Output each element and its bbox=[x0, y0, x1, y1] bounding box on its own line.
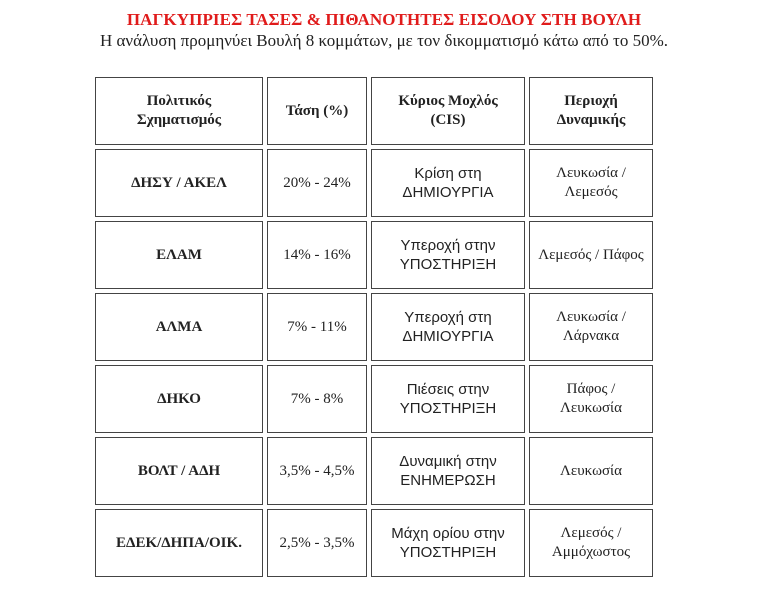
region-line2: Λάρνακα bbox=[562, 328, 620, 344]
lever-target: ΥΠΟΣΤΗΡΙΞΗ bbox=[399, 256, 497, 273]
lever-cell bbox=[371, 293, 525, 361]
region-cell bbox=[529, 149, 653, 217]
lever-cell bbox=[371, 221, 525, 289]
column-header-trend bbox=[267, 77, 367, 145]
region-line1: Πάφος / bbox=[566, 381, 616, 397]
table-row bbox=[95, 221, 653, 289]
region-line2: Λευκωσία bbox=[560, 400, 622, 416]
trend-cell: 14% - 16% bbox=[267, 221, 367, 289]
lever-label: Υπεροχή στην bbox=[400, 237, 496, 254]
lever-label: Κρίση στη bbox=[414, 165, 482, 182]
trend-cell: 7% - 11% bbox=[267, 293, 367, 361]
party-cell: ΔΗΣΥ / ΑΚΕΛ bbox=[95, 149, 263, 217]
party-cell: ΒΟΛΤ / ΑΔΗ bbox=[95, 437, 263, 505]
table-row bbox=[95, 437, 653, 505]
trend-cell: 7% - 8% bbox=[267, 365, 367, 433]
lever-label: Δυναμική στην bbox=[399, 453, 497, 470]
lever-label: Υπεροχή στη bbox=[404, 309, 492, 326]
region-cell bbox=[529, 221, 653, 289]
column-header-region-line2: Δυναμικής bbox=[556, 112, 626, 128]
region-line1: Λεμεσός / bbox=[560, 525, 622, 541]
region-line2: Αμμόχωστος bbox=[551, 544, 631, 560]
region-cell bbox=[529, 509, 653, 577]
column-header-region-line1: Περιοχή bbox=[564, 93, 618, 109]
region-cell bbox=[529, 437, 653, 505]
column-header-trend-label: Τάση (%) bbox=[285, 102, 349, 119]
lever-label: Μάχη ορίου στην bbox=[391, 525, 505, 542]
party-trends-table bbox=[91, 73, 657, 581]
column-header-region bbox=[529, 77, 653, 145]
party-cell: ΕΛΑΜ bbox=[95, 221, 263, 289]
table-row bbox=[95, 509, 653, 577]
region-line1: Λευκωσία / bbox=[556, 309, 626, 325]
party-cell: ΑΛΜΑ bbox=[95, 293, 263, 361]
lever-cell bbox=[371, 437, 525, 505]
lever-label: Πιέσεις στην bbox=[406, 381, 490, 398]
trend-cell: 2,5% - 3,5% bbox=[267, 509, 367, 577]
region-line1: Λεμεσός / Πάφος bbox=[538, 246, 644, 263]
region-line1: Λευκωσία bbox=[560, 462, 622, 479]
column-header-party-line1: Πολιτικός bbox=[146, 93, 212, 109]
region-cell bbox=[529, 293, 653, 361]
table-row bbox=[95, 365, 653, 433]
trend-cell: 20% - 24% bbox=[267, 149, 367, 217]
column-header-party bbox=[95, 77, 263, 145]
document-subtitle: Η ανάλυση προμηνύει Βουλή 8 κομμάτων, με τον δικομματισμό κάτω από το 50%. bbox=[99, 31, 669, 50]
trend-cell: 3,5% - 4,5% bbox=[267, 437, 367, 505]
lever-cell bbox=[371, 365, 525, 433]
lever-cell bbox=[371, 509, 525, 577]
column-header-party-line2: Σχηματισμός bbox=[136, 112, 222, 128]
region-cell bbox=[529, 365, 653, 433]
party-cell: ΕΔΕΚ/ΔΗΠΑ/ΟΙΚ. bbox=[95, 509, 263, 577]
column-header-lever-line1: Κύριος Μοχλός bbox=[398, 93, 498, 109]
column-header-lever-line2: (CIS) bbox=[430, 112, 466, 128]
lever-target: ΔΗΜΙΟΥΡΓΙΑ bbox=[402, 184, 494, 201]
table-row bbox=[95, 293, 653, 361]
lever-target: ΥΠΟΣΤΗΡΙΞΗ bbox=[399, 400, 497, 417]
party-cell: ΔΗΚΟ bbox=[95, 365, 263, 433]
lever-cell bbox=[371, 149, 525, 217]
region-line2: Λεμεσός bbox=[564, 184, 618, 200]
lever-target: ΕΝΗΜΕΡΩΣΗ bbox=[400, 472, 496, 489]
region-line1: Λευκωσία / bbox=[556, 165, 626, 181]
table-header-row bbox=[95, 77, 653, 145]
lever-target: ΥΠΟΣΤΗΡΙΞΗ bbox=[399, 544, 497, 561]
column-header-lever bbox=[371, 77, 525, 145]
table-row bbox=[95, 149, 653, 217]
document-title: ΠΑΓΚΥΠΡΙΕΣ ΤΑΣΕΣ & ΠΙΘΑΝΟΤΗΤΕΣ ΕΙΣΟΔΟΥ ΣΤΗ ΒΟΥΛΗ bbox=[126, 10, 642, 29]
lever-target: ΔΗΜΙΟΥΡΓΙΑ bbox=[402, 328, 494, 345]
